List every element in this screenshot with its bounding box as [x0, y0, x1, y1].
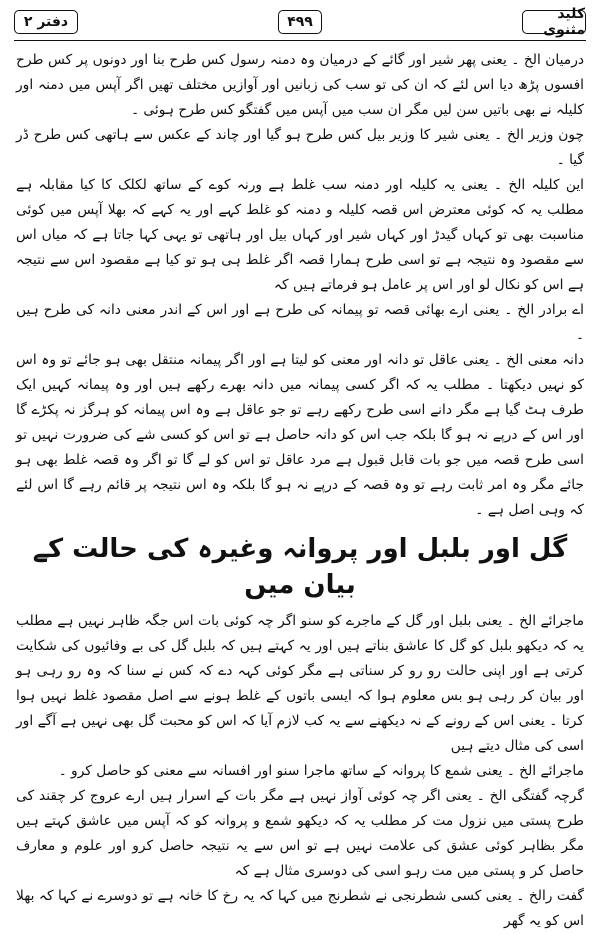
paragraph: گفت رالخ ۔ یعنی کسی شطرنجی نے شطرنج میں کہا کہ یہ رخ کا خانہ ہے تو دوسرے نے کہا کہ بھلا اس کو یہ گھر — [16, 888, 584, 929]
section-heading: گل اور بلبل اور پروانہ وغیرہ کی حالت کے بیان میں — [32, 534, 568, 600]
book-title: کلید مثنوی — [522, 10, 586, 34]
paragraph: دانہ معنی الخ ۔ یعنی عاقل تو دانہ اور معنی کو لیتا ہے اور اگر پیمانہ منتقل بھی ہو جائے تو وہ اس کو نہیں دیکھتا ۔ مطلب یہ کہ اگر کسی پیمانہ میں دانہ بھرے رکھے ہیں اور وہ پیمانہ کہیں ایک طرف ہٹ گیا ہے مگر دانے اسی طرح رکھے رہے تو جو عاقل ہے وہ اس پیمانہ کو ہرگز نہ پکڑے گا اور اس کے درپے نہ ہو گا بلکہ جب اس کو دانہ حاصل ہے تو اس کو کسی شے کی ضرورت نہیں تو اسی طرح قصہ میں جو بات قابل قبول ہے مرد عاقل تو اس کو لے گا تو اگر وہ قصہ غلط بھی ہو جائے مگر وہ امر ثابت رہے تو وہ قصہ کے درپے نہ ہو گا بلکہ وہ اس نتیجہ پر قائم رہے گا اس لئے کہ وہی اصل ہے ۔ — [16, 352, 584, 518]
paragraph: درمیان الخ ۔ یعنی پھر شیر اور گائے کے درمیان وہ دمنہ رسول کس طرح بنا اور دونوں پر کس طرح افسوں پڑھ دیا اس لئے کہ ان کی تو سب کی زبانیں اور آوازیں مختلف تھیں اگر آپس میں دمنہ اور کلیلہ نے بھی باتیں سن لیں مگر ان سب میں آپس میں گفتگو کس طرح ہوئی ۔ — [16, 52, 584, 118]
page-body — [16, 48, 584, 929]
paragraph: این کلیلہ الخ ۔ یعنی یہ کلیلہ اور دمنہ سب غلط ہے ورنہ کوے کے ساتھ لکلک کا کیا مقابلہ ہے مطلب یہ کہ کوئی معترض اس قصہ کلیلہ و دمنہ کو غلط کہے اور یہ کہے کہ بھلا آپس میں کوئی مناسبت بھی تو کہاں گیدڑ اور کہاں شیر اور کہاں بیل اور ہاتھی تو یہی کہا جاتا ہے کہ میاں اس سے مقصود وہ نتیجہ ہے تو اسی طرح ہمارا قصہ اگر غلط ہی ہو تو کیا ہے مقصود اس سے نتیجہ ہے اس کو نکال لو اور اس پر عامل ہو فرماتے ہیں کہ — [16, 177, 584, 293]
volume-label: دفتر ۲ — [14, 10, 78, 34]
header-divider — [14, 40, 586, 41]
page-header — [14, 6, 586, 38]
paragraph: گرچہ گفتگی الخ ۔ یعنی اگر چہ کوئی آواز نہیں ہے مگر بات کے اسرار ہیں ارے عروج کر چقند کی طرح پستی میں نزول مت کر مطلب یہ کہ دیکھو شمع و پروانہ کو کہ آپس میں عاشق کہتے ہیں مگر بظاہر کوئی عشق کی علامت نہیں ہے تو اس سے یہ نتیجہ حاصل کرو اور علوم و معارف حاصل کر و پستی میں مت رہو اسی کی دوسری مثال ہے کہ — [16, 788, 584, 879]
paragraph: ماجرائے الخ ۔ یعنی شمع کا پروانہ کے ساتھ ماجرا سنو اور افسانہ سے معنی کو حاصل کرو ۔ — [58, 763, 584, 779]
paragraph: ماجرائے الخ ۔ یعنی بلبل اور گل کے ماجرے کو سنو اگر چہ کوئی بات اس جگہ ظاہر نہیں ہے مطلب یہ کہ دیکھو بلبل کو گل کا عاشق بناتے ہیں اور یہ کہتے ہیں کہ بلبل گل کی بے وفائیوں کی شکایت کرتی ہے اور اپنی حالت رو رو کر سناتی ہے مگر کوئی کہہ دے کہ کس نے سنا کہ وہ رو رہی ہو اور بیان کر رہی ہو بس معلوم ہوا کہ ایسی باتوں کے غلط ہونے سے اصل مقصود غلط نہیں ہوا کرتا ۔ یعنی اس کے رونے کے نہ دیکھنے سے یہ کب لازم آیا کہ اس کو محبت گل بھی نہیں ہے آگے اور اسی کی مثال دیتے ہیں — [16, 613, 584, 754]
paragraph: اے برادر الخ ۔ یعنی ارے بھائی قصہ تو پیمانہ کی طرح ہے اور اس کے اندر معنی دانہ کی طرح ہیں ۔ — [16, 302, 584, 343]
page-number: ۴۹۹ — [278, 10, 322, 34]
paragraph: چون وزیر الخ ۔ یعنی شیر کا وزیر بیل کس طرح ہو گیا اور چاند کے عکس سے ہاتھی کس طرح ڈر گیا ۔ — [16, 127, 584, 168]
